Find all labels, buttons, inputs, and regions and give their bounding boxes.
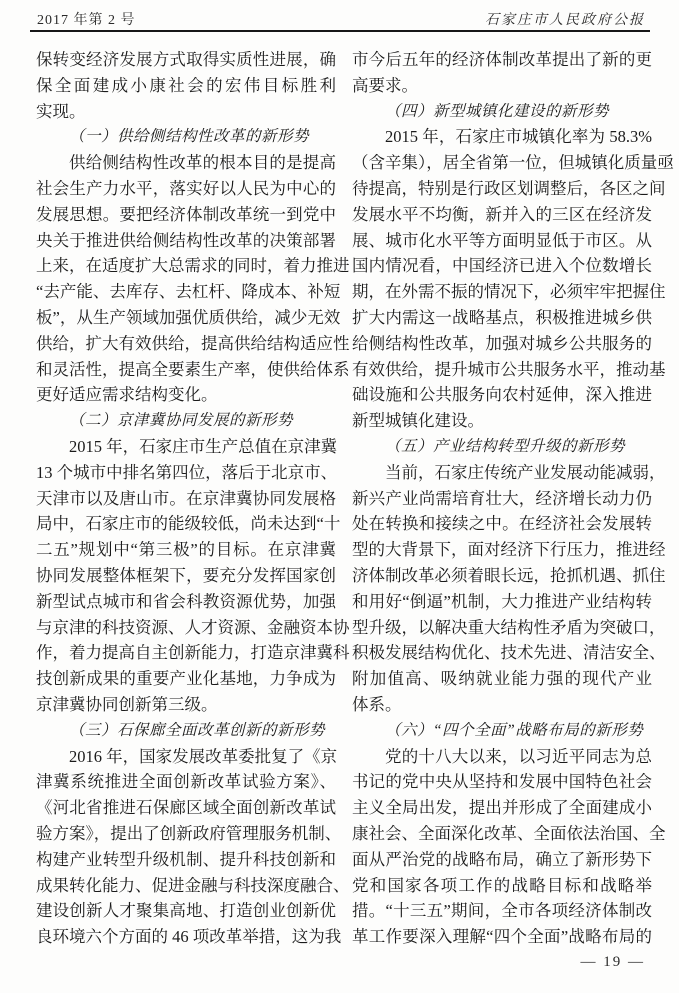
text-line: 积极发展结构优化、技术先进、清洁安全、 [352,643,666,663]
text-line: 供给，扩大有效供给，提高供给结构适应性 [36,333,350,353]
text-line: 体系。 [352,694,402,714]
text-line: 与京津的科技资源、人才资源、金融资本协 [36,617,350,637]
text-line: 型的大背景下，面对经济下行压力，推进经 [352,540,666,560]
text-line: 社会生产力水平，落实好以人民为中心的 [36,178,336,198]
text-line: 京津冀协同创新第三级。 [36,694,218,714]
text-line: 新兴产业尚需培育壮大，经济增长动力仍 [352,488,652,508]
text-line: 央关于推进供给侧结构性改革的决策部署 [36,230,336,250]
text-line: 发展水平不均衡，新并入的三区在经济发 [352,204,652,224]
text-line: 13 个城市中排名第四位，落后于北京市、 [36,462,338,482]
text-line: 构建产业转型升级机制、提升科技创新和 [36,849,336,869]
section-heading: （五）产业结构转型升级的新形势 [385,437,626,455]
text-line: 技创新成果的重要产业化基地，力争成为 [36,669,336,689]
text-line: 附加值高、吸纳就业能力强的现代产业 [352,669,652,689]
text-line: 发展思想。要把经济体制改革统一到党中 [36,204,336,224]
text-line: 党和国家各项工作的战略目标和战略举 [352,875,652,895]
text-line: 国内情况看，中国经济已进入个位数增长 [352,256,652,276]
text-line: 保转变经济发展方式取得实质性进展，确 [36,50,336,69]
text-line: 待提高，特别是行政区划调整后，各区之间 [352,178,666,198]
text-line: 2015 年，石家庄市生产总值在京津冀 [69,436,338,456]
text-line: 和灵活性，提高全要素生产率，使供给体系 [36,359,350,379]
text-line: 处在转换和接续之中。在经济社会发展转 [352,514,652,534]
text-line: 型升级，以解决重大结构性矛盾为突破口， [352,617,666,637]
text-line: 康社会、全面深化改革、全面依法治国、全 [352,823,666,843]
section-heading: （六）“四个全面”战略布局的新形势 [385,721,644,739]
text-line: 成果转化能力、促进金融与科技深度融合、 [36,875,350,895]
text-line: 局中，石家庄市的能级较低，尚未达到“十 [36,514,341,534]
text-column-right [352,47,674,950]
section-heading: （四）新型城镇化建设的新形势 [385,102,610,120]
page-number: — 19 — [580,954,645,970]
header-issue-number: 2017 年第 2 号 [37,13,136,28]
text-line: 扩大内需这一战略基点，积极推进城乡供 [352,307,652,327]
text-line: 天津市以及唐山市。在京津冀协同发展格 [36,488,336,508]
text-line: 《河北省推进石保廊区域全面创新改革试 [36,798,336,818]
text-line: 济体制改革必须着眼长远，抢抓机遇、抓住 [352,565,666,585]
text-line: （含辛集），居全省第一位，但城镇化质量亟 [352,153,674,173]
section-heading: （三）石保廊全面改革创新的新形势 [69,721,326,739]
text-line: 协同发展整体框架下，要充分发挥国家创 [36,565,336,585]
header-publication-title: 石家庄市人民政府公报 [485,13,645,28]
text-line: 良环境六个方面的 46 项改革举措，这为我 [36,927,342,947]
text-line: 实现。 [36,101,86,121]
text-line: 党的十八大以来，以习近平同志为总 [385,746,652,766]
text-line: 验方案》，提出了创新政府管理服务机制、 [36,823,342,843]
text-line: 和用好“倒逼”机制，大力推进产业结构转 [352,591,652,611]
text-line: 础设施和公共服务向农村延伸，深入推进 [352,385,652,405]
text-line: 当前，石家庄传统产业发展动能减弱， [385,462,666,482]
text-line: 展、城市化水平等方面明显低于市区。从 [352,230,652,250]
text-line: 更好适应需求结构变化。 [36,385,218,405]
text-line: 新型试点城市和省会科教资源优势，加强 [36,591,336,611]
section-heading: （一）供给侧结构性改革的新形势 [69,128,310,146]
section-heading: （二）京津冀协同发展的新形势 [69,412,294,430]
text-line: 作，着力提高自主创新能力，打造京津冀科 [36,643,350,663]
text-line: “去产能、去库存、去杠杆、降成本、补短 [36,282,341,302]
text-line: 主义全局出发，提出并形成了全面建成小 [352,798,652,818]
text-line: 供给侧结构性改革的根本目的是提高 [69,153,336,173]
text-column-left [36,47,350,950]
text-line: 板”，从生产领域加强优质供给，减少无效 [36,307,341,327]
text-line: 有效供给，提升城市公共服务水平，推动基 [352,359,666,379]
text-line: 保全面建成小康社会的宏伟目标胜利 [36,75,336,95]
text-line: 建设创新人才聚集高地、打造创业创新优 [36,901,336,921]
text-line: 给侧结构性改革，加强对城乡公共服务的 [352,333,652,353]
text-line: 面从严治党的战略布局，确立了新形势下 [352,849,652,869]
text-line: 措。“十三五”期间，全市各项经济体制改 [352,901,652,921]
text-line: 市今后五年的经济体制改革提出了新的更 [352,50,652,69]
text-line: 上来，在适度扩大总需求的同时，着力推进 [36,256,350,276]
text-line: 新型城镇化建设。 [352,411,484,431]
text-line: 革工作要深入理解“四个全面”战略布局的 [352,927,652,947]
header-rule [30,30,650,32]
text-line: 2015 年，石家庄市城镇化率为 58.3% [385,127,652,147]
text-line: 津冀系统推进全面创新改革试验方案》、 [36,772,336,792]
page-header [37,9,645,29]
text-line: 高要求。 [352,75,418,95]
text-line: 二五”规划中“第三极”的目标。在京津冀 [36,540,336,560]
text-line: 期，在外需不振的情况下，必须牢牢把握住 [352,282,666,302]
text-line: 2016 年，国家发展改革委批复了《京 [69,746,338,766]
text-line: 书记的党中央从坚持和发展中国特色社会 [352,772,652,792]
